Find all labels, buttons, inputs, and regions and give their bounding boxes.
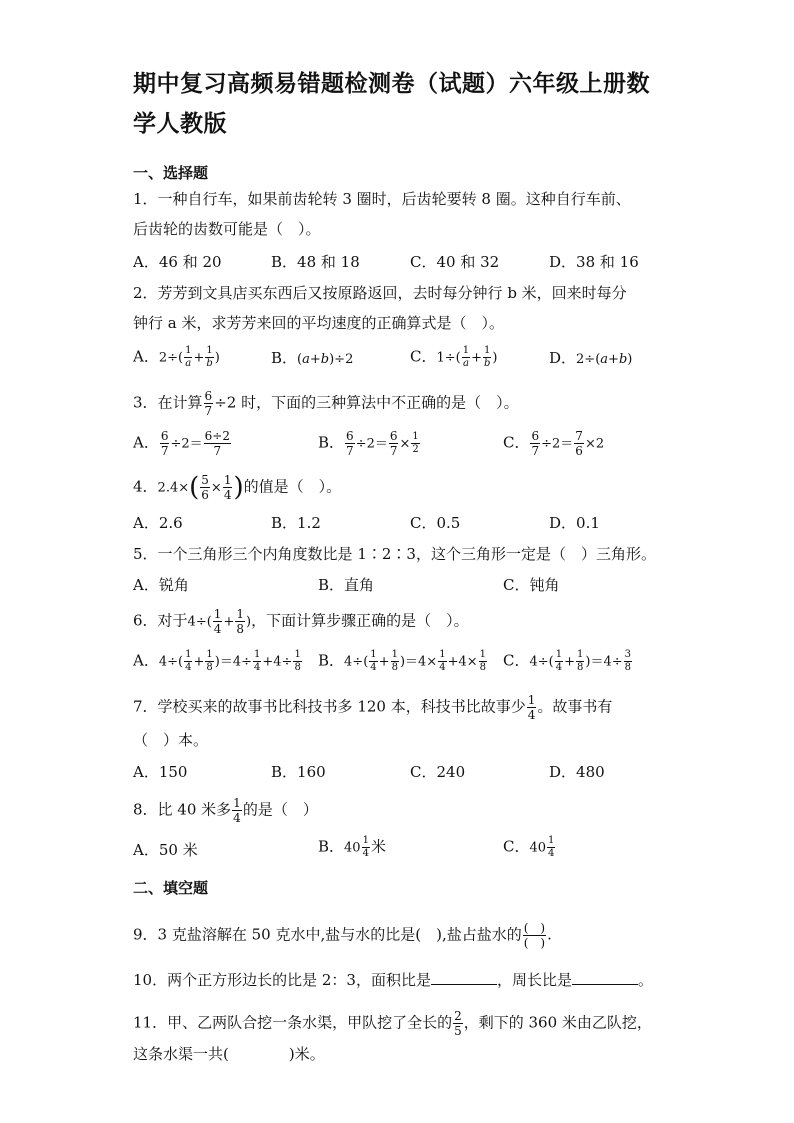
q2-line2: 钟行 a 米，求芳芳来回的平均速度的正确算式是（ ）。 [133,314,504,332]
q10-blank-perimeter[interactable] [572,984,638,985]
q4-option-d: D．0.1 [549,514,600,532]
q8-option-a: A．50 米 [133,841,198,859]
q2-option-b: B．(a+b)÷2 [271,349,354,367]
q4-stem: 4．2.4×( $\frac{5}{6}$ × $\frac{1}{4}$ )的值是（ ）。 [133,472,342,503]
q8-option-b: B．40 $\frac{1}{4}$ 米 [318,835,386,859]
q3-stem: 3．在计算 $\frac{6}{7}$ ÷2 时，下面的三种算法中不正确的是（ ）。 [133,389,519,418]
q3-option-c: C． $\frac{6}{7}$ ÷2＝ $\frac{7}{6}$ ×2 [503,429,605,458]
q3-option-b: B． $\frac{6}{7}$ ÷2＝ $\frac{6}{7}$ × $\frac{1}{2}$ [318,429,419,458]
q5-option-a: A．锐角 [133,576,189,594]
q5-option-c: C．钝角 [503,576,560,594]
q1-line2: 后齿轮的齿数可能是（ ）。 [133,220,321,238]
q2-line1: 2．芳芳到文具店买东西后又按原路返回，去时每分钟行 b 米，回来时每分 [133,284,627,302]
q2-option-d: D．2÷(a+b) [549,349,633,367]
q7-option-c: C．240 [410,763,466,781]
section-choice-heading: 一、选择题 [133,164,209,182]
q6-option-a: A．4÷( $\frac{1}{4}$ + $\frac{1}{8}$ )＝4÷ $\frac{1}{4}$ +4÷ $\frac{1}{8}$ [133,649,301,673]
q7-line1: 7．学校买来的故事书比科技书多 120 本，科技书比故事少 $\frac{1}{4}$ 。故事书有 [133,693,613,722]
q3-option-a: A． $\frac{6}{7}$ ÷2＝ $\frac{6\div 2}{7}$ [133,429,230,458]
q7-line2: （ ）本。 [133,731,209,749]
section-fill-heading: 二、填空题 [133,879,209,897]
q11-line2: 这条水渠一共( )米。 [133,1045,325,1063]
q1-option-a: A．46 和 20 [133,253,222,271]
q4-option-c: C．0.5 [410,514,461,532]
q6-option-b: B．4÷( $\frac{1}{4}$ + $\frac{1}{8}$ )＝4× $\frac{1}{4}$ +4× $\frac{1}{8}$ [318,649,486,673]
q1-option-b: B．48 和 18 [271,253,360,271]
q7-option-b: B．160 [271,763,326,781]
q6-option-c: C．4÷( $\frac{1}{4}$ + $\frac{1}{8}$ )＝4÷ $\frac{3}{8}$ [503,649,632,673]
q4-option-a: A．2.6 [133,514,183,532]
q5-stem: 5．一个三角形三个内角度数比是 1∶2∶3，这个三角形一定是（ ）三角形。 [133,545,656,563]
q9-stem: 9．3 克盐溶解在 50 克水中,盐与水的比是( ),盐占盐水的 $\frac{( )}{( )}$ . [133,921,552,950]
q5-option-b: B．直角 [318,576,375,594]
q8-option-c: C．40 $\frac{1}{4}$ [503,835,555,859]
q7-option-d: D．480 [549,763,605,781]
q2-option-c: C．1÷( $\frac{1}{a}$ + $\frac{1}{b}$ ) [410,345,498,369]
q6-stem: 6．对于4÷( $\frac{1}{4}$ + $\frac{1}{8}$ )，下面计算步骤正确的是（ ）。 [133,607,469,636]
q10-stem: 10．两个正方形边长的比是 2：3，面积比是 ，周长比是 。 [133,971,653,989]
q8-stem: 8．比 40 米多 $\frac{1}{4}$ 的是（ ） [133,796,318,825]
q11-line1: 11．甲、乙两队合挖一条水渠，甲队挖了全长的 $\frac{2}{5}$ ，剩下的 360 米由乙队挖， [133,1009,652,1038]
q10-blank-area[interactable] [431,984,497,985]
q7-option-a: A．150 [133,763,188,781]
q4-option-b: B．1.2 [271,514,321,532]
q1-option-c: C．40 和 32 [410,253,500,271]
q2-option-a: A．2÷( $\frac{1}{a}$ + $\frac{1}{b}$ ) [133,345,220,369]
q1-line1: 1．一种自行车，如果前齿轮转 3 圈时，后齿轮要转 8 圈。这种自行车前、 [133,190,631,208]
page-title: 期中复习高频易错题检测卷（试题）六年级上册数学人教版 [133,71,650,137]
q1-option-d: D．38 和 16 [549,253,639,271]
